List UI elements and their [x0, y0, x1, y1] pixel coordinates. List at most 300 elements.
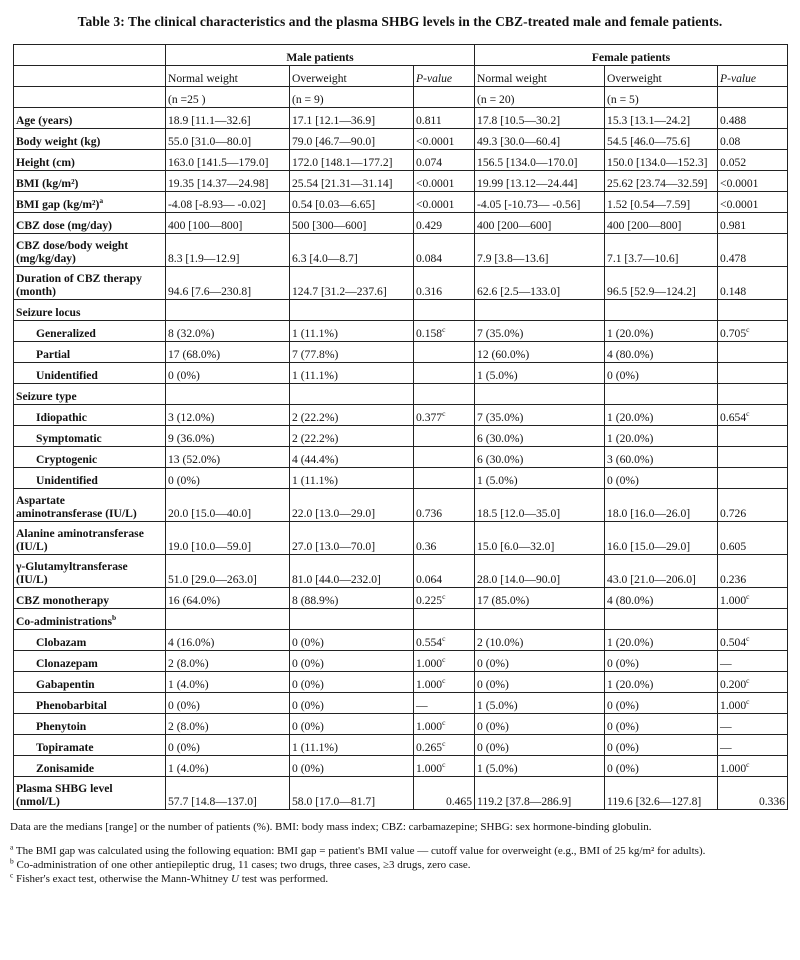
male-overweight-cell — [290, 651, 414, 672]
female-overweight-cell — [605, 234, 718, 267]
female-normal-weight-value: 17 (85.0%) — [477, 594, 530, 607]
male-normal-weight-cell — [166, 555, 290, 588]
male-overweight-cell — [290, 672, 414, 693]
female-normal-weight-cell — [475, 321, 605, 342]
co-administration-label: Phenytoin — [14, 714, 166, 735]
female-normal-weight-value: 12 (60.0%) — [477, 348, 530, 361]
male-p-value-value: 0.265 — [416, 741, 443, 754]
male-normal-weight-cell — [166, 150, 290, 171]
row-label-text: Age (years) — [16, 114, 73, 127]
plasma-shbg-row — [14, 777, 788, 810]
female-overweight-cell — [605, 192, 718, 213]
female-overweight-cell — [605, 777, 718, 810]
female-p-value-cell — [718, 468, 788, 489]
male-p-value-cell — [414, 267, 475, 300]
female-overweight-cell — [605, 555, 718, 588]
male-p-value-value: 0.736 — [416, 507, 443, 520]
male-p-value-cell — [414, 426, 475, 447]
female-p-value-value: — — [720, 657, 732, 670]
footnote-marker: c — [746, 697, 750, 707]
male-overweight-value: 4 (44.4%) — [292, 453, 339, 466]
co-administration-row — [14, 651, 788, 672]
female-normal-weight-value: 400 [200—600] — [477, 219, 552, 232]
male-normal-weight-value: 2 (8.0%) — [168, 657, 209, 670]
female-normal-weight-value: 6 (30.0%) — [477, 453, 524, 466]
seizure-type-row — [14, 447, 788, 468]
male-p-value-value: 0.36 — [416, 540, 437, 553]
female-overweight-value: 119.6 [32.6—127.8] — [607, 795, 702, 808]
characteristic-row — [14, 108, 788, 129]
female-normal-weight-value: 0 (0%) — [477, 678, 509, 691]
female-normal-weight-cell — [475, 267, 605, 300]
male-overweight-value: 1 (11.1%) — [292, 741, 338, 754]
female-p-value-value: <0.0001 — [720, 198, 759, 211]
male-overweight-value: 0 (0%) — [292, 657, 324, 670]
female-normal-weight-blank — [475, 609, 605, 630]
male-normal-weight-value: 94.6 [7.6—230.8] — [168, 285, 252, 298]
male-overweight-header: Overweight — [290, 66, 414, 87]
male-normal-weight-value: 4 (16.0%) — [168, 636, 215, 649]
female-p-value-value: 0.981 — [720, 219, 747, 232]
male-normal-weight-value: 0 (0%) — [168, 369, 200, 382]
footnote-marker: c — [442, 739, 446, 749]
alt-row — [14, 522, 788, 555]
female-normal-weight-value: 2 (10.0%) — [477, 636, 524, 649]
row-label-line-2: (month) — [16, 285, 56, 298]
ggt-row — [14, 555, 788, 588]
characteristic-row — [14, 171, 788, 192]
male-overweight-cell — [290, 405, 414, 426]
seizure-locus-row — [14, 363, 788, 384]
male-overweight-value: 2 (22.2%) — [292, 432, 339, 445]
footnote-marker: c — [746, 760, 750, 770]
female-normal-weight-value: 7 (35.0%) — [477, 411, 524, 424]
male-normal-weight-value: 1 (4.0%) — [168, 762, 209, 775]
co-administration-row — [14, 735, 788, 756]
male-overweight-cell — [290, 426, 414, 447]
female-p-value-cell — [718, 555, 788, 588]
male-p-value-value: 1.000 — [416, 762, 443, 775]
male-p-value-cell — [414, 213, 475, 234]
female-over-n: (n = 5) — [605, 87, 718, 108]
header-blank — [14, 45, 166, 66]
characteristic-row-label — [14, 108, 166, 129]
male-normal-weight-value: 0 (0%) — [168, 699, 200, 712]
row-label-line-2: (IU/L) — [16, 573, 48, 586]
male-p-value-value: 0.084 — [416, 252, 443, 265]
female-overweight-cell — [605, 129, 718, 150]
footnote-marker: c — [746, 676, 750, 686]
footnote-marker: c — [442, 634, 446, 644]
female-overweight-cell — [605, 672, 718, 693]
header-n-row — [14, 87, 788, 108]
row-label-line-1: Aspartate — [16, 494, 65, 507]
male-normal-weight-value: 19.35 [14.37—24.98] — [168, 177, 269, 190]
male-overweight-value: 124.7 [31.2—237.6] — [292, 285, 387, 298]
male-overweight-cell — [290, 630, 414, 651]
female-normal-weight-blank — [475, 384, 605, 405]
plasma-shbg-row-label — [14, 777, 166, 810]
female-p-value-value: 0.236 — [720, 573, 747, 586]
female-p-value-value: 0.726 — [720, 507, 747, 520]
footnote-marker: c — [442, 655, 446, 665]
male-p-value-value: 0.074 — [416, 156, 443, 169]
male-p-value-value: 0.225 — [416, 594, 443, 607]
male-overweight-cell — [290, 555, 414, 588]
male-normal-weight-value: 55.0 [31.0—80.0] — [168, 135, 252, 148]
male-p-value-cell — [414, 171, 475, 192]
male-p-value-value: — — [416, 699, 428, 712]
male-overweight-value: 1 (11.1%) — [292, 327, 338, 340]
male-normal-weight-value: 20.0 [15.0—40.0] — [168, 507, 252, 520]
co-administration-label: Phenobarbital — [14, 693, 166, 714]
female-normal-weight-value: 28.0 [14.0—90.0] — [477, 573, 561, 586]
characteristic-row-label — [14, 150, 166, 171]
female-normal-weight-value: 19.99 [13.12—24.44] — [477, 177, 578, 190]
male-p-value-cell — [414, 192, 475, 213]
male-normal-weight-cell — [166, 468, 290, 489]
male-normal-weight-cell — [166, 588, 290, 609]
female-p-value-blank — [718, 609, 788, 630]
male-normal-weight-value: 18.9 [11.1—32.6] — [168, 114, 251, 127]
characteristic-row-label — [14, 213, 166, 234]
female-p-value-cell — [718, 777, 788, 810]
female-overweight-value: 16.0 [15.0—29.0] — [607, 540, 691, 553]
female-normal-weight-cell — [475, 468, 605, 489]
female-overweight-value: 1 (20.0%) — [607, 636, 654, 649]
male-overweight-value: 0 (0%) — [292, 720, 324, 733]
male-overweight-value: 81.0 [44.0—232.0] — [292, 573, 381, 586]
female-p-value-value: 1.000 — [720, 762, 747, 775]
male-p-value-cell — [414, 150, 475, 171]
female-overweight-value: 1.52 [0.54—7.59] — [607, 198, 691, 211]
female-overweight-value: 0 (0%) — [607, 762, 639, 775]
male-overweight-cell — [290, 192, 414, 213]
co-administration-label: Gabapentin — [14, 672, 166, 693]
female-p-value-cell — [718, 714, 788, 735]
co-administration-label: Clobazam — [14, 630, 166, 651]
seizure-type-label: Symptomatic — [14, 426, 166, 447]
male-normal-weight-value: 17 (68.0%) — [168, 348, 221, 361]
characteristic-row — [14, 129, 788, 150]
female-p-value-blank — [718, 384, 788, 405]
cbz-dose-body-weight-row — [14, 234, 788, 267]
female-p-value-cell — [718, 342, 788, 363]
seizure-type-row — [14, 405, 788, 426]
male-p-value-cell — [414, 756, 475, 777]
male-normal-weight-cell — [166, 363, 290, 384]
co-administrations-section-label — [14, 609, 166, 630]
footnote-marker: c — [746, 592, 750, 602]
male-p-value-value: 0.465 — [445, 795, 473, 808]
female-overweight-value: 0 (0%) — [607, 741, 639, 754]
male-overweight-cell — [290, 735, 414, 756]
female-p-value-cell — [718, 756, 788, 777]
female-overweight-value: 54.5 [46.0—75.6] — [607, 135, 691, 148]
section-title-text: Seizure type — [16, 390, 77, 403]
table-caption: Table 3: The clinical characteristics and the plasma SHBG levels in the CBZ-treated male and female patients. — [77, 14, 723, 29]
male-normal-weight-value: 2 (8.0%) — [168, 720, 209, 733]
row-label-line-1: Duration of CBZ therapy — [16, 272, 142, 285]
female-normal-n: (n = 20) — [475, 87, 605, 108]
female-overweight-cell — [605, 267, 718, 300]
female-normal-weight-blank — [475, 300, 605, 321]
female-p-value-header: P-value — [718, 66, 788, 87]
male-normal-weight-value: 9 (36.0%) — [168, 432, 215, 445]
female-p-value-cell — [718, 234, 788, 267]
female-normal-weight-value: 156.5 [134.0—170.0] — [477, 156, 578, 169]
male-p-value-value: 1.000 — [416, 657, 443, 670]
female-p-value-cell — [718, 489, 788, 522]
header-blank — [718, 87, 788, 108]
clinical-characteristics-table — [13, 44, 788, 810]
male-patients-header: Male patients — [166, 45, 475, 66]
male-normal-weight-blank — [166, 384, 290, 405]
footnote-marker: c — [442, 409, 446, 419]
seizure-type-section-label — [14, 384, 166, 405]
female-overweight-value: 0 (0%) — [607, 657, 639, 670]
male-p-value-cell — [414, 405, 475, 426]
female-normal-weight-cell — [475, 588, 605, 609]
row-label-line-1: γ-Glutamyltransferase — [16, 560, 128, 573]
characteristic-row-label — [14, 171, 166, 192]
seizure-locus-label: Generalized — [14, 321, 166, 342]
female-p-value-cell — [718, 213, 788, 234]
female-normal-weight-cell — [475, 108, 605, 129]
male-p-value-value: <0.0001 — [416, 198, 455, 211]
female-p-value-cell — [718, 129, 788, 150]
seizure-type-label: Cryptogenic — [14, 447, 166, 468]
female-overweight-header: Overweight — [605, 66, 718, 87]
male-p-value-cell — [414, 672, 475, 693]
male-overweight-cell — [290, 213, 414, 234]
female-normal-weight-value: 0 (0%) — [477, 657, 509, 670]
male-p-value-cell — [414, 447, 475, 468]
male-p-value-cell — [414, 363, 475, 384]
ggt-row-label — [14, 555, 166, 588]
male-overweight-value: 1 (11.1%) — [292, 474, 338, 487]
male-p-value-cell — [414, 555, 475, 588]
female-p-value-cell — [718, 150, 788, 171]
female-normal-weight-cell — [475, 777, 605, 810]
male-p-value-cell — [414, 735, 475, 756]
male-p-value-cell — [414, 342, 475, 363]
male-normal-weight-value: 3 (12.0%) — [168, 411, 215, 424]
female-normal-weight-value: -4.05 [-10.73— -0.56] — [477, 198, 581, 211]
seizure-type-label: Idiopathic — [14, 405, 166, 426]
footnote-marker: c — [442, 325, 446, 335]
female-normal-weight-cell — [475, 756, 605, 777]
female-overweight-value: 18.0 [16.0—26.0] — [607, 507, 691, 520]
row-label-line-2: aminotransferase (IU/L) — [16, 507, 137, 520]
female-overweight-value: 0 (0%) — [607, 474, 639, 487]
male-normal-weight-cell — [166, 489, 290, 522]
female-normal-weight-value: 1 (5.0%) — [477, 762, 518, 775]
female-normal-weight-cell — [475, 693, 605, 714]
male-normal-weight-blank — [166, 300, 290, 321]
seizure-type-label: Unidentified — [14, 468, 166, 489]
co-administration-label: Topiramate — [14, 735, 166, 756]
male-normal-weight-value: 57.7 [14.8—137.0] — [168, 795, 257, 808]
female-normal-weight-value: 62.6 [2.5—133.0] — [477, 285, 561, 298]
male-overweight-value: 500 [300—600] — [292, 219, 367, 232]
female-overweight-cell — [605, 588, 718, 609]
female-overweight-cell — [605, 363, 718, 384]
male-p-value-cell — [414, 651, 475, 672]
seizure-locus-label: Unidentified — [14, 363, 166, 384]
male-p-value-value: 0.811 — [416, 114, 442, 127]
male-normal-weight-cell — [166, 735, 290, 756]
row-label-text: BMI (kg/m²) — [16, 177, 79, 190]
male-overweight-value: 0.54 [0.03—6.65] — [292, 198, 376, 211]
male-p-value-value: 1.000 — [416, 720, 443, 733]
male-overweight-cell — [290, 150, 414, 171]
header-blank — [14, 87, 166, 108]
female-overweight-cell — [605, 108, 718, 129]
female-overweight-value: 1 (20.0%) — [607, 432, 654, 445]
female-normal-weight-cell — [475, 651, 605, 672]
female-p-value-cell — [718, 267, 788, 300]
female-p-value-value: 0.488 — [720, 114, 747, 127]
cbz-duration-row-label — [14, 267, 166, 300]
footnote-b: $^b$ Co-administration of one other antiepileptic drug, 11 cases; two drugs, three cases, ≥3 drugs, zero case. — [10, 856, 471, 871]
male-overweight-value: 0 (0%) — [292, 678, 324, 691]
female-overweight-cell — [605, 447, 718, 468]
female-overweight-cell — [605, 150, 718, 171]
female-overweight-value: 4 (80.0%) — [607, 348, 654, 361]
female-overweight-cell — [605, 468, 718, 489]
male-p-value-cell — [414, 108, 475, 129]
female-overweight-cell — [605, 171, 718, 192]
row-label-line-1: Alanine aminotransferase — [16, 527, 144, 540]
cbz-duration-row — [14, 267, 788, 300]
footnote-marker: c — [746, 634, 750, 644]
male-normal-weight-cell — [166, 693, 290, 714]
male-normal-weight-cell — [166, 651, 290, 672]
male-overweight-value: 172.0 [148.1—177.2] — [292, 156, 393, 169]
male-normal-weight-value: 51.0 [29.0—263.0] — [168, 573, 257, 586]
female-overweight-value: 15.3 [13.1—24.2] — [607, 114, 691, 127]
female-normal-weight-cell — [475, 630, 605, 651]
male-p-value-value: <0.0001 — [416, 135, 455, 148]
male-normal-weight-cell — [166, 672, 290, 693]
male-p-value-cell — [414, 693, 475, 714]
female-normal-weight-cell — [475, 363, 605, 384]
male-overweight-cell — [290, 234, 414, 267]
female-normal-weight-cell — [475, 405, 605, 426]
female-patients-header: Female patients — [475, 45, 788, 66]
female-overweight-value: 1 (20.0%) — [607, 678, 654, 691]
female-normal-weight-cell — [475, 489, 605, 522]
female-overweight-cell — [605, 756, 718, 777]
female-normal-weight-value: 18.5 [12.0—35.0] — [477, 507, 561, 520]
section-title-text: Seizure locus — [16, 306, 81, 319]
row-label-line-1: CBZ dose/body weight — [16, 239, 129, 252]
male-p-value-header: P-value — [414, 66, 475, 87]
ast-row — [14, 489, 788, 522]
co-administration-row — [14, 756, 788, 777]
female-normal-weight-header: Normal weight — [475, 66, 605, 87]
footnote-marker: c — [746, 409, 750, 419]
row-label-text: CBZ monotherapy — [16, 594, 110, 607]
male-overweight-value: 27.0 [13.0—70.0] — [292, 540, 376, 553]
male-normal-weight-cell — [166, 267, 290, 300]
male-p-value-value: 0.554 — [416, 636, 443, 649]
female-normal-weight-cell — [475, 735, 605, 756]
row-label-text: Height (cm) — [16, 156, 75, 169]
seizure-locus-section — [14, 300, 788, 321]
female-overweight-cell — [605, 426, 718, 447]
male-overweight-value: 2 (22.2%) — [292, 411, 339, 424]
cbz-dose-body-weight-row-label — [14, 234, 166, 267]
female-p-value-value: — — [720, 741, 732, 754]
header-blank — [414, 87, 475, 108]
female-normal-weight-cell — [475, 129, 605, 150]
female-overweight-value: 1 (20.0%) — [607, 411, 654, 424]
male-p-value-cell — [414, 588, 475, 609]
female-normal-weight-cell — [475, 714, 605, 735]
male-normal-weight-value: 163.0 [141.5—179.0] — [168, 156, 269, 169]
male-p-value-value: 0.316 — [416, 285, 443, 298]
footnote-marker: c — [442, 676, 446, 686]
female-normal-weight-cell — [475, 213, 605, 234]
female-overweight-value: 0 (0%) — [607, 720, 639, 733]
female-normal-weight-cell — [475, 171, 605, 192]
female-overweight-value: 400 [200—800] — [607, 219, 682, 232]
male-normal-weight-cell — [166, 756, 290, 777]
male-normal-weight-value: 16 (64.0%) — [168, 594, 221, 607]
male-normal-weight-cell — [166, 129, 290, 150]
female-normal-weight-cell — [475, 555, 605, 588]
seizure-locus-row — [14, 342, 788, 363]
male-overweight-value: 25.54 [21.31—31.14] — [292, 177, 393, 190]
female-p-value-cell — [718, 405, 788, 426]
male-overweight-cell — [290, 171, 414, 192]
male-normal-weight-value: -4.08 [-8.93— -0.02] — [168, 198, 266, 211]
female-p-value-value: 0.336 — [758, 795, 786, 808]
co-administration-row — [14, 630, 788, 651]
male-normal-weight-cell — [166, 630, 290, 651]
female-p-value-cell — [718, 588, 788, 609]
male-overweight-value: 7 (77.8%) — [292, 348, 339, 361]
female-overweight-value: 0 (0%) — [607, 699, 639, 712]
male-overweight-cell — [290, 588, 414, 609]
male-p-value-value: 0.064 — [416, 573, 443, 586]
male-overweight-cell — [290, 363, 414, 384]
female-p-value-value: 1.000 — [720, 699, 747, 712]
co-administrations-section — [14, 609, 788, 630]
co-administration-row — [14, 672, 788, 693]
female-overweight-cell — [605, 735, 718, 756]
co-administration-label: Clonazepam — [14, 651, 166, 672]
female-overweight-value: 43.0 [21.0—206.0] — [607, 573, 696, 586]
female-p-value-value: 0.605 — [720, 540, 747, 553]
female-p-value-cell — [718, 321, 788, 342]
male-p-value-value: 1.000 — [416, 678, 443, 691]
female-overweight-value: 0 (0%) — [607, 369, 639, 382]
male-p-value-value: 0.429 — [416, 219, 443, 232]
male-p-value-cell — [414, 630, 475, 651]
characteristic-row — [14, 150, 788, 171]
footnote-marker: c — [442, 760, 446, 770]
female-normal-weight-cell — [475, 426, 605, 447]
male-overweight-cell — [290, 342, 414, 363]
male-normal-n: (n =25 ) — [166, 87, 290, 108]
male-overweight-cell — [290, 267, 414, 300]
male-overweight-value: 1 (11.1%) — [292, 369, 338, 382]
male-p-value-blank — [414, 300, 475, 321]
male-normal-weight-cell — [166, 234, 290, 267]
